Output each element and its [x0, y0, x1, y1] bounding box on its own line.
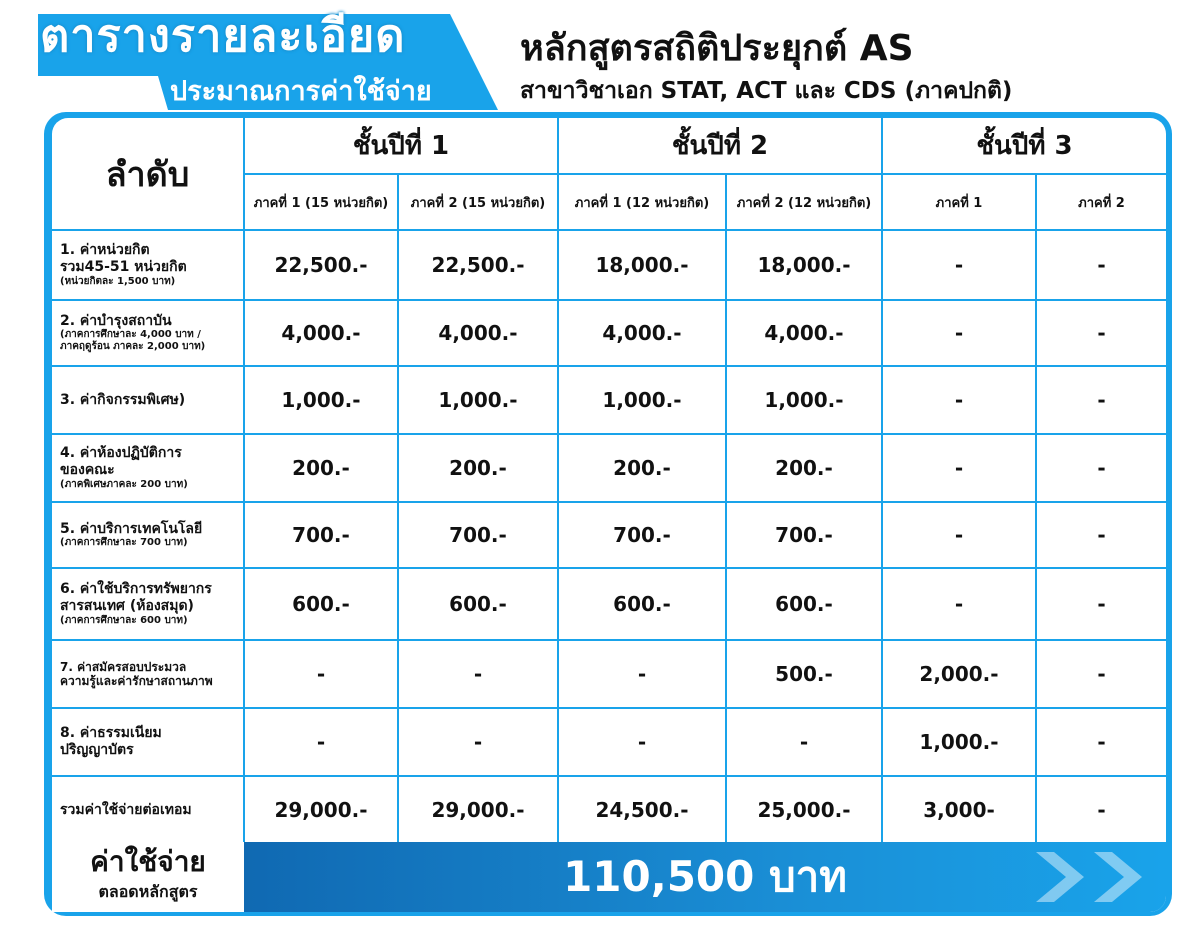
fee-cell: 700.-: [726, 502, 882, 568]
row-note: (ภาคการศึกษาละ 4,000 บาท /: [60, 329, 201, 341]
fee-cell: -: [882, 568, 1036, 640]
row-label: [52, 776, 244, 844]
total-label-sub: ตลอดหลักสูตร: [98, 882, 198, 901]
fee-cell: 200.-: [398, 434, 558, 502]
total-bar: [244, 842, 1166, 912]
semester-header: ภาคที่ 1 (15 หน่วยกิต): [244, 174, 398, 230]
fee-cell: 200.-: [244, 434, 398, 502]
row-title: 8. ค่าธรรมเนียม: [60, 725, 162, 742]
semester-header: ภาคที่ 1 (12 หน่วยกิต): [558, 174, 726, 230]
fee-cell: -: [882, 300, 1036, 366]
row-label: [52, 640, 244, 708]
fee-cell: -: [882, 434, 1036, 502]
table-row: [52, 708, 1166, 776]
fee-cell: 1,000.-: [558, 366, 726, 434]
fee-cell: -: [882, 366, 1036, 434]
fee-cell: 700.-: [398, 502, 558, 568]
fee-cell: -: [398, 640, 558, 708]
fee-cell: 25,000.-: [726, 776, 882, 844]
fee-cell: 4,000.-: [244, 300, 398, 366]
row-title: 5. ค่าบริการเทคโนโลยี: [60, 520, 203, 537]
table-row: [52, 640, 1166, 708]
table-row: [52, 230, 1166, 300]
semester-header: ภาคที่ 1: [882, 174, 1036, 230]
fee-cell: 4,000.-: [398, 300, 558, 366]
fee-cell: -: [558, 708, 726, 776]
year-header: ชั้นปีที่ 2: [558, 118, 882, 174]
page-title: ตารางรายละเอียด: [40, 9, 406, 62]
fee-cell: 4,000.-: [558, 300, 726, 366]
fee-cell: -: [244, 708, 398, 776]
fee-cell: 600.-: [558, 568, 726, 640]
fee-cell: -: [1036, 300, 1166, 366]
table-row-total: [52, 776, 1166, 844]
row-title: 3. ค่ากิจกรรมพิเศษ): [60, 391, 186, 408]
fee-cell: -: [1036, 708, 1166, 776]
table-row: [52, 502, 1166, 568]
row-title: 7. ค่าสมัครสอบประมวล: [60, 659, 187, 674]
row-title: ของคณะ: [60, 462, 115, 478]
row-title: 2. ค่าบำรุงสถาบัน: [60, 312, 172, 329]
row-title: 4. ค่าห้องปฏิบัติการ: [60, 445, 182, 462]
double-chevron-right-icon: [1032, 848, 1162, 906]
fee-cell: -: [882, 502, 1036, 568]
year-header: ชั้นปีที่ 1: [244, 118, 558, 174]
semester-header: ภาคที่ 2 (12 หน่วยกิต): [726, 174, 882, 230]
fee-cell: -: [1036, 434, 1166, 502]
fee-cell: -: [1036, 640, 1166, 708]
row-note: ภาคฤดูร้อน ภาคละ 2,000 บาท): [60, 341, 206, 353]
fee-cell: 1,000.-: [244, 366, 398, 434]
row-title: รวม45-51 หน่วยกิต: [60, 259, 187, 275]
fee-cell: 18,000.-: [558, 230, 726, 300]
fee-cell: 700.-: [244, 502, 398, 568]
row-label: [52, 434, 244, 502]
fee-cell: 1,000.-: [882, 708, 1036, 776]
semester-header: ภาคที่ 2 (15 หน่วยกิต): [398, 174, 558, 230]
total-label: [52, 842, 244, 912]
table-row: [52, 434, 1166, 502]
fee-cell: 2,000.-: [882, 640, 1036, 708]
row-title: 6. ค่าใช้บริการทรัพยากร: [60, 581, 212, 598]
fee-cell: 18,000.-: [726, 230, 882, 300]
row-title: สารสนเทศ (ห้องสมุด): [60, 598, 194, 614]
row-note: (ภาคการศึกษาละ 700 บาท): [60, 537, 188, 549]
row-label: [52, 366, 244, 434]
row-title: ความรู้และค่ารักษาสถานภาพ: [60, 674, 213, 688]
fee-cell: 3,000-: [882, 776, 1036, 844]
fee-cell: 200.-: [558, 434, 726, 502]
fee-cell: 1,000.-: [726, 366, 882, 434]
row-note: (ภาคการศึกษาละ 600 บาท): [60, 614, 188, 626]
table-row: [52, 300, 1166, 366]
fee-cell: 700.-: [558, 502, 726, 568]
fee-table: [52, 118, 1166, 845]
semester-header: ภาคที่ 2: [1036, 174, 1166, 230]
fee-cell: 24,500.-: [558, 776, 726, 844]
fee-cell: 600.-: [398, 568, 558, 640]
fee-cell: -: [1036, 230, 1166, 300]
row-title: รวมค่าใช้จ่ายต่อเทอม: [60, 801, 192, 818]
fee-cell: 22,500.-: [244, 230, 398, 300]
table-row: [52, 366, 1166, 434]
fee-cell: -: [882, 230, 1036, 300]
program-subtitle: สาขาวิชาเอก STAT, ACT และ CDS (ภาคปกติ): [520, 78, 1013, 104]
total-label-main: ค่าใช้จ่าย: [90, 845, 206, 878]
order-header: ลำดับ: [52, 118, 244, 230]
fee-cell: -: [1036, 568, 1166, 640]
row-note: (ภาคพิเศษภาคละ 200 บาท): [60, 478, 188, 490]
fee-cell: -: [398, 708, 558, 776]
row-label: [52, 502, 244, 568]
year-header: ชั้นปีที่ 3: [882, 118, 1166, 174]
table-row: [52, 568, 1166, 640]
fee-cell: -: [1036, 776, 1166, 844]
row-title: 1. ค่าหน่วยกิต: [60, 242, 150, 259]
fee-cell: 4,000.-: [726, 300, 882, 366]
row-label: [52, 230, 244, 300]
total-amount: 110,500 บาท: [563, 852, 847, 901]
row-note: (หน่วยกิตละ 1,500 บาท): [60, 275, 176, 287]
fee-cell: 1,000.-: [398, 366, 558, 434]
fee-cell: -: [558, 640, 726, 708]
fee-cell: 22,500.-: [398, 230, 558, 300]
row-label: [52, 568, 244, 640]
fee-cell: 200.-: [726, 434, 882, 502]
fee-cell: -: [1036, 366, 1166, 434]
fee-cell: 600.-: [726, 568, 882, 640]
fee-cell: -: [244, 640, 398, 708]
fee-cell: 500.-: [726, 640, 882, 708]
fee-cell: -: [726, 708, 882, 776]
row-title: ปริญญาบัตร: [60, 742, 134, 758]
row-label: [52, 708, 244, 776]
fee-cell: 29,000.-: [398, 776, 558, 844]
row-label: [52, 300, 244, 366]
fee-cell: -: [1036, 502, 1166, 568]
page-subtitle: ประมาณการค่าใช้จ่าย: [170, 76, 432, 107]
fee-cell: 29,000.-: [244, 776, 398, 844]
program-title: หลักสูตรสถิติประยุกต์ AS: [520, 28, 914, 69]
fee-cell: 600.-: [244, 568, 398, 640]
